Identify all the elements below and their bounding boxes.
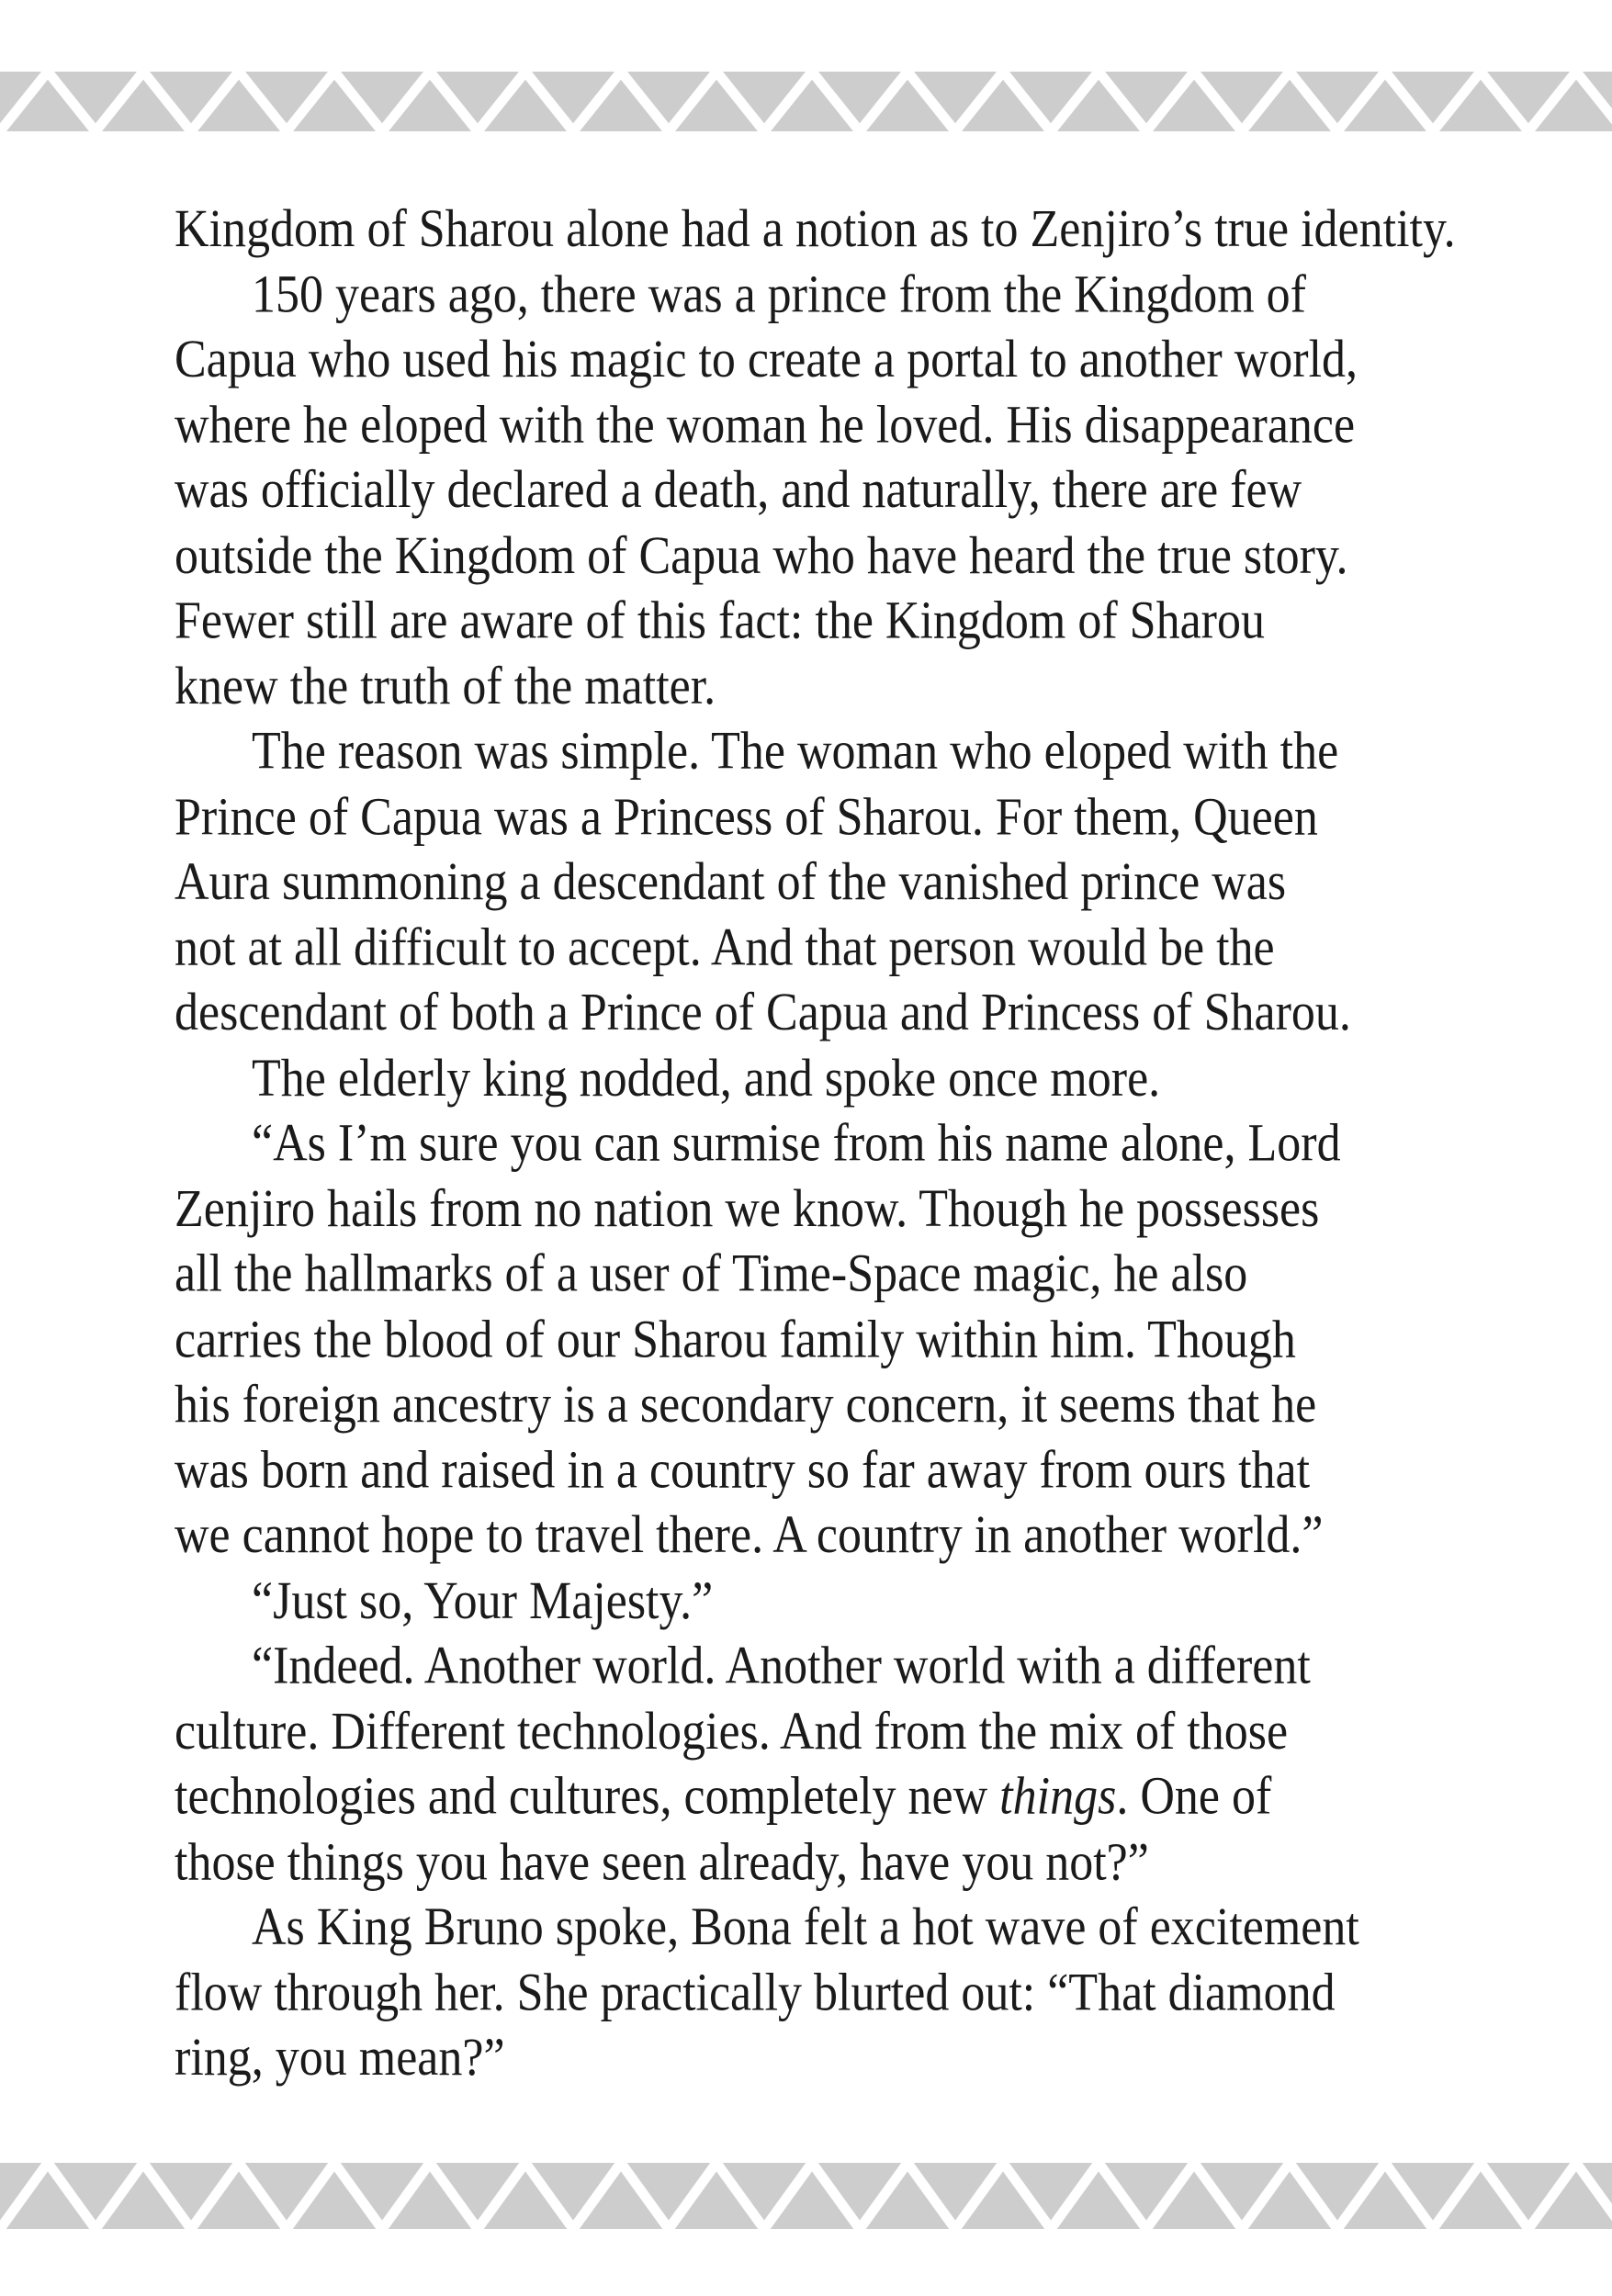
text-segment: his foreign ancestry is a secondary concern, it seems that he xyxy=(175,1375,1317,1435)
emphasized-word: things xyxy=(999,1767,1117,1827)
text-segment: was officially declared a death, and naturally, there are few xyxy=(175,460,1302,520)
top-triangle-border-decoration xyxy=(0,72,1612,131)
text-segment: . One of xyxy=(1116,1767,1272,1827)
text-line xyxy=(175,654,1506,719)
text-segment: descendant of both a Prince of Capua and Princess of Sharou. xyxy=(175,983,1351,1042)
text-segment: carries the blood of our Sharou family within him. Though xyxy=(175,1310,1296,1369)
text-segment: those things you have seen already, have you not?” xyxy=(175,1832,1149,1892)
text-line xyxy=(175,1111,1506,1176)
text-segment: ring, you mean?” xyxy=(175,2028,505,2088)
text-line xyxy=(175,1372,1506,1437)
text-segment: we cannot hope to travel there. A country in another world.” xyxy=(175,1505,1324,1565)
text-segment: 150 years ago, there was a prince from the Kingdom of xyxy=(252,264,1306,324)
text-segment: Capua who used his magic to create a portal to another world, xyxy=(175,330,1358,389)
text-segment: where he eloped with the woman he loved. His disappearance xyxy=(175,395,1356,455)
text-segment: Aura summoning a descendant of the vanished prince was xyxy=(175,852,1287,912)
bottom-triangle-border-decoration xyxy=(0,2163,1612,2229)
text-line xyxy=(175,1503,1506,1568)
text-line xyxy=(175,850,1506,915)
text-segment: The reason was simple. The woman who eloped with the xyxy=(252,722,1339,782)
text-line xyxy=(175,197,1506,262)
text-segment: all the hallmarks of a user of Time-Space magic, he also xyxy=(175,1244,1248,1304)
text-segment: flow through her. She practically blurted out: “That diamond xyxy=(175,1963,1336,2022)
text-line xyxy=(175,392,1506,457)
text-segment: The elderly king nodded, and spoke once more. xyxy=(252,1048,1161,1108)
text-segment: “Just so, Your Majesty.” xyxy=(252,1570,714,1630)
text-segment: Zenjiro hails from no nation we know. Though he possesses xyxy=(175,1179,1320,1238)
text-line xyxy=(175,1569,1506,1634)
page-text xyxy=(175,197,1506,2090)
text-line xyxy=(175,1437,1506,1503)
text-line xyxy=(175,1046,1506,1111)
text-segment: “Indeed. Another world. Another world with a different xyxy=(252,1637,1311,1695)
text-line xyxy=(175,1829,1506,1895)
text-line xyxy=(175,1764,1506,1829)
text-line xyxy=(175,327,1506,392)
text-segment: Fewer still are aware of this fact: the Kingdom of Sharou xyxy=(175,591,1265,650)
text-line xyxy=(175,2025,1506,2090)
text-segment: not at all difficult to accept. And that person would be the xyxy=(175,917,1275,977)
text-segment: Kingdom of Sharou alone had a notion as to Zenjiro’s true identity. xyxy=(175,199,1456,259)
text-segment: technologies and cultures, completely new xyxy=(175,1767,1000,1827)
text-segment: culture. Different technologies. And from the mix of those xyxy=(175,1702,1289,1761)
text-segment: “As I’m sure you can surmise from his name alone, Lord xyxy=(252,1114,1341,1173)
text-segment: was born and raised in a country so far away from ours that xyxy=(175,1440,1311,1500)
text-line xyxy=(175,457,1506,523)
text-line xyxy=(175,1895,1506,1960)
text-line xyxy=(175,1242,1506,1307)
text-line xyxy=(175,784,1506,850)
text-line xyxy=(175,1699,1506,1764)
text-line xyxy=(175,1307,1506,1372)
text-segment: As King Bruno spoke, Bona felt a hot wave of excitement xyxy=(252,1897,1359,1957)
text-line xyxy=(175,719,1506,784)
text-line xyxy=(175,980,1506,1045)
text-line xyxy=(175,1176,1506,1242)
text-line xyxy=(175,1960,1506,2025)
text-segment: knew the truth of the matter. xyxy=(175,657,716,716)
text-line xyxy=(175,523,1506,589)
text-segment: Prince of Capua was a Princess of Sharou. For them, Queen xyxy=(175,787,1318,847)
text-segment: outside the Kingdom of Capua who have heard the true story. xyxy=(175,525,1348,585)
text-line xyxy=(175,262,1506,327)
text-line xyxy=(175,589,1506,654)
text-line xyxy=(175,915,1506,980)
text-line xyxy=(175,1634,1506,1699)
